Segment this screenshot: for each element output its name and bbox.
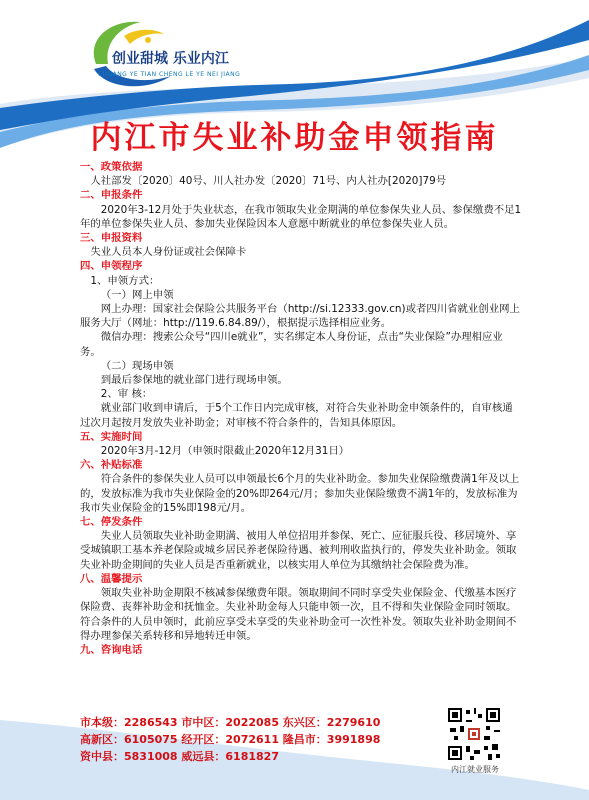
section-1-text: 人社部发〔2020〕40号、川人社办发〔2020〕71号、内人社办[2020]79号 <box>90 175 447 188</box>
section-4-heading: 四、申领程序 <box>80 260 143 273</box>
section-1-heading: 一、政策依据 <box>80 161 143 173</box>
contact-phones <box>80 714 380 765</box>
logo-pinyin: CHUANG YE TIAN CHENG LE YE NEI JIANG <box>98 71 241 78</box>
section-7-text: 失业人员领取失业补助金期满、被用人单位招用并参保、死亡、应征服兵役、移居境外、享受城镇职工基本养老保险或城乡居民养老保险待遇、被判刑收监执行的，停发失业补助金。领取失业补助金期间的失业人员是否重新就业，以核实用人单位为其缴纳社会保险费为准。 <box>80 530 517 571</box>
section-7-heading: 七、停发条件 <box>80 516 143 529</box>
qr-code-label: 内江就业服务 <box>451 765 499 774</box>
section-2-heading: 二、申报条件 <box>80 189 143 202</box>
section-5-heading: 五、实施时间 <box>80 430 143 443</box>
guide-content <box>80 160 523 657</box>
section-4-step1: 1、申领方式： <box>90 274 160 287</box>
section-9-heading: 九、咨询电话 <box>80 643 143 656</box>
section-3-text: 失业人员本人身份证或社会保障卡 <box>90 246 247 259</box>
logo-slogan: 创业甜城 乐业内江 <box>112 51 229 67</box>
section-4-review: 就业部门收到申请后，于5个工作日内完成审核，对符合失业补助金申领条件的，自审核通过次月起按月发放失业补助金；对审核不符合条件的，告知具体原因。 <box>80 402 513 429</box>
contact-line: 资中县：5831008 威远县：6181827 <box>80 750 279 763</box>
logo <box>76 14 266 94</box>
section-3-heading: 三、申报资料 <box>80 232 143 245</box>
section-4-online-title: （一）网上申领 <box>100 288 174 301</box>
section-4-online-web: 网上办理：国家社会保险公共服务平台（http://si.12333.gov.cn)或者四川省就业创业网上服务大厅（网址：http://119.6.84.89/），根据提示选择相应业务。 <box>80 303 520 330</box>
section-2-text: 2020年3-12月处于失业状态，在我市领取失业金期满的单位参保失业人员、参保缴费不足1年的单位参保失业人员、参加失业保险因本人意愿中断就业的单位参保失业人员。 <box>80 203 522 230</box>
contact-line: 市本级：2286543 市中区：2022085 东兴区：2279610 <box>80 716 381 729</box>
section-6-text: 符合条件的参保失业人员可以申领最长6个月的失业补助金。参加失业保险缴费满1年及以上的，发放标准为我市失业保险金的20%即264元/月；参加失业保险缴费不满1年的，发放标准为我市失业保险金的15%即198元/月。 <box>80 473 520 514</box>
section-4-onsite-text: 到最后参保地的就业部门进行现场申领。 <box>100 374 288 387</box>
section-5-text: 2020年3月-12月（申领时限截止2020年12月31日） <box>100 445 350 458</box>
section-4-step2: 2、审 核： <box>100 388 153 401</box>
section-4-onsite-title: （二）现场申领 <box>100 359 174 372</box>
section-6-heading: 六、补贴标准 <box>80 459 143 472</box>
qr-code-icon <box>446 706 502 762</box>
page-title: 内江市失业补助金申领指南 <box>90 120 499 156</box>
section-8-text: 领取失业补助金期限不核减参保缴费年限。领取期间不同时享受失业保险金、代缴基本医疗保险费、丧葬补助金和抚恤金。失业补助金每人只能申领一次，且不得和失业保险金同时领取。符合条件的人员申领时，此前应享受未享受的失业补助金可一次性补发。领取失业补助金期间不得办理参保关系转移和异地转迁申领。 <box>80 587 517 642</box>
contact-line: 高新区：6105075 经开区：2072611 隆昌市：3991898 <box>80 733 381 746</box>
section-8-heading: 八、温馨提示 <box>80 572 143 585</box>
section-4-online-wechat: 微信办理：搜索公众号“四川e就业”，实名绑定本人身份证，点击“失业保险”办理相应业务。 <box>80 331 503 358</box>
